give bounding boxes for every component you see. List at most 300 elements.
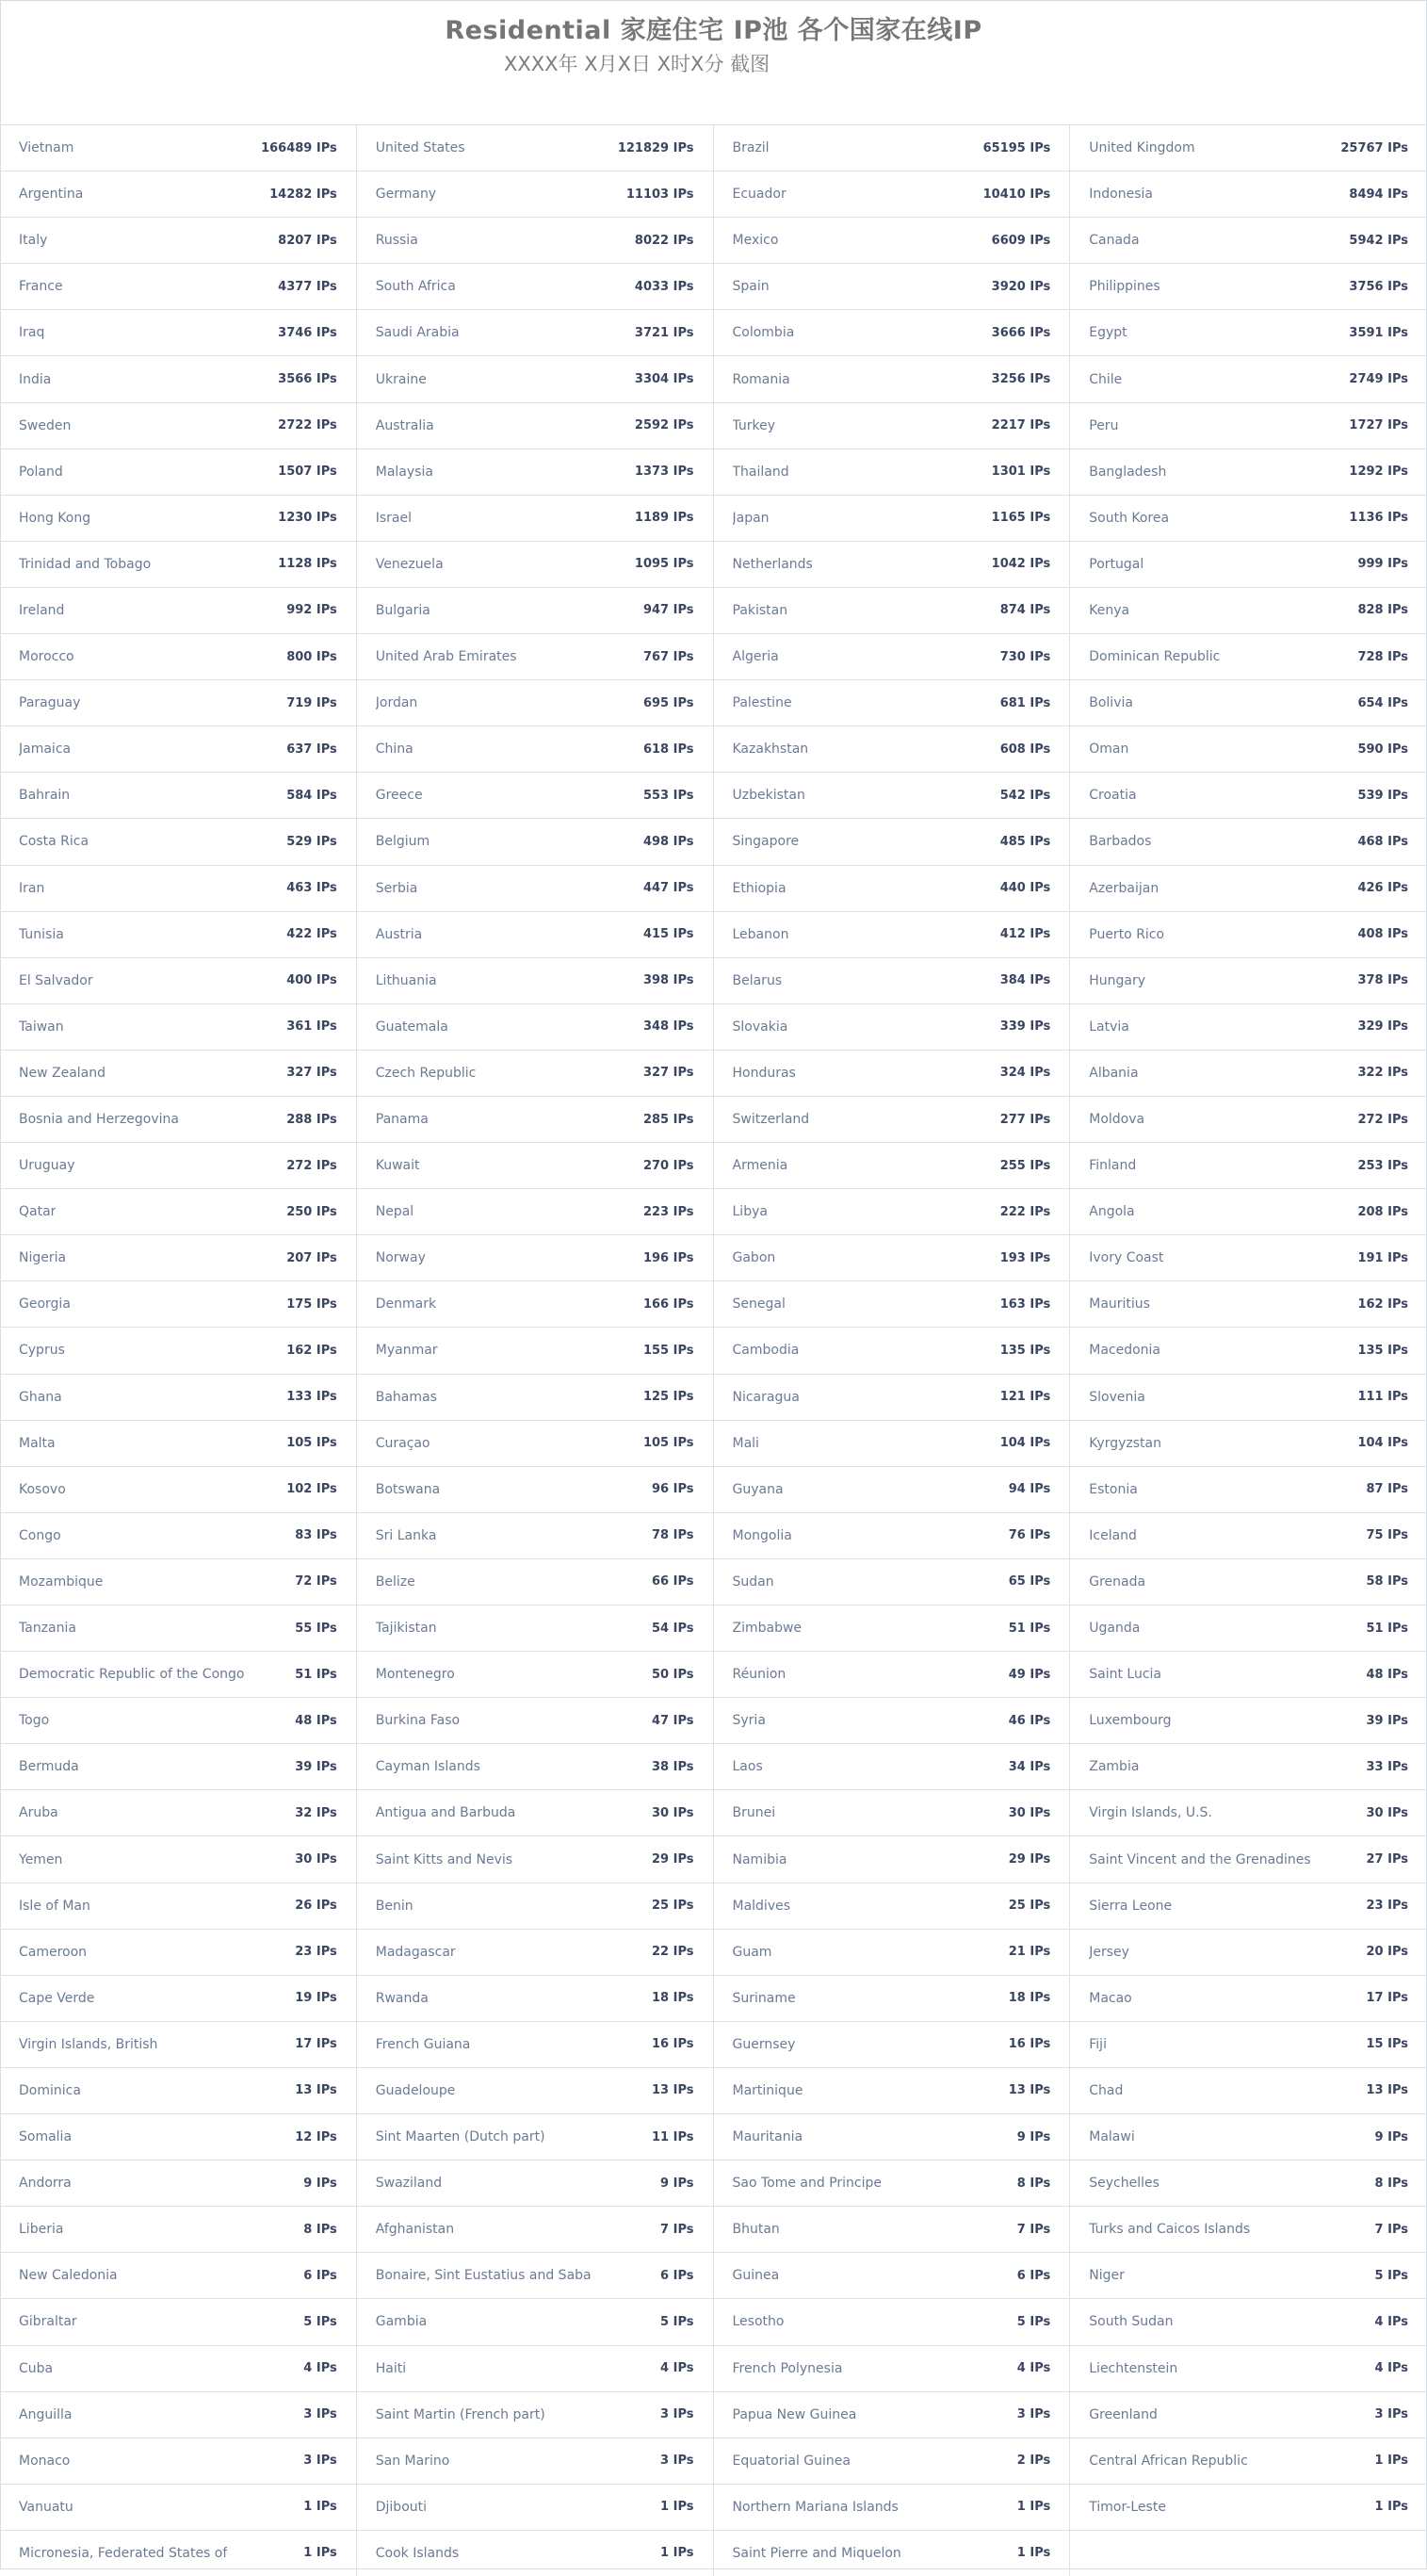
country-cell [357,448,714,495]
ip-count: 49 IPs [1008,1667,1051,1682]
country-cell [0,495,357,541]
ip-count: 3566 IPs [278,372,337,387]
country-name: Angola [1089,1204,1135,1220]
ip-count: 135 IPs [1357,1343,1408,1358]
ip-count: 412 IPs [999,927,1051,942]
country-cell [714,1327,1071,1373]
country-name: Aruba [19,1805,58,1821]
country-cell [0,1605,357,1651]
ip-count: 485 IPs [999,834,1051,849]
country-cell [0,2160,357,2206]
ip-count: 96 IPs [652,1482,694,1497]
country-name: Cayman Islands [375,1759,480,1775]
ip-count: 1 IPs [1374,2500,1408,2515]
country-cell [714,818,1071,864]
ip-count: 8 IPs [303,2222,337,2237]
country-name: Sri Lanka [375,1527,437,1543]
country-name: Trinidad and Tobago [19,556,152,572]
ip-count: 94 IPs [1008,1482,1051,1497]
country-cell [1070,1789,1427,1835]
country-name: Guyana [732,1481,784,1497]
country-cell [357,2345,714,2391]
ip-count: 27 IPs [1366,1852,1408,1867]
ip-count: 1042 IPs [991,557,1051,572]
country-cell [357,495,714,541]
country-cell [714,1789,1071,1835]
ip-count: 72 IPs [295,1574,337,1590]
country-cell [0,309,357,355]
country-name: Seychelles [1089,2176,1159,2192]
ip-count: 13 IPs [295,2083,337,2098]
country-name: Thailand [732,464,789,480]
country-name: Uganda [1089,1621,1141,1637]
ip-count: 1 IPs [660,2500,694,2515]
ip-count: 322 IPs [1357,1066,1408,1081]
ip-count: 2592 IPs [634,418,694,433]
country-cell [0,1096,357,1142]
country-name: Oman [1089,742,1129,758]
ip-count: 66 IPs [652,1574,694,1590]
ip-count: 222 IPs [999,1204,1051,1219]
country-cell [0,2067,357,2113]
country-name: Pakistan [732,602,788,618]
country-name: Austria [375,926,423,942]
country-name: Dominica [19,2082,81,2098]
country-name: Ghana [19,1389,62,1405]
ip-count: 529 IPs [286,834,337,849]
country-cell [0,957,357,1003]
country-name: Belarus [732,972,783,988]
country-name: Algeria [732,649,779,665]
ip-count: 408 IPs [1357,927,1408,942]
country-cell [0,171,357,217]
ip-count: 111 IPs [1357,1390,1408,1405]
ip-count: 5 IPs [303,2314,337,2329]
country-cell [714,679,1071,726]
country-name: Spain [732,279,770,295]
country-cell [1070,587,1427,633]
ip-count: 447 IPs [642,881,694,896]
country-name: Honduras [732,1065,796,1081]
country-name: Saint Vincent and the Grenadines [1089,1851,1311,1867]
country-cell [714,2484,1071,2530]
country-name: Panama [375,1112,429,1128]
country-name: Chad [1089,2082,1124,2098]
country-name: Afghanistan [375,2222,455,2238]
country-cell [714,2298,1071,2344]
ip-count: 3746 IPs [278,325,337,340]
country-cell [714,1558,1071,1605]
country-cell [357,402,714,448]
country-name: Tunisia [19,926,64,942]
ip-count: 5 IPs [1016,2314,1051,2329]
country-cell [0,402,357,448]
ip-count: 590 IPs [1357,742,1408,757]
country-name: Central African Republic [1089,2453,1248,2469]
country-name: Swaziland [375,2176,443,2192]
ip-count: 155 IPs [642,1343,694,1358]
country-cell [0,1374,357,1420]
country-name: Denmark [375,1296,437,1312]
country-cell [0,2206,357,2252]
country-cell [714,495,1071,541]
country-cell [714,2252,1071,2298]
ip-count: 6 IPs [303,2268,337,2283]
country-cell [1070,1466,1427,1512]
country-cell [1070,1050,1427,1096]
country-cell [1070,1003,1427,1050]
country-cell [357,171,714,217]
country-cell [1070,1929,1427,1975]
country-cell [1070,217,1427,263]
country-cell [714,957,1071,1003]
country-name: Equatorial Guinea [732,2453,851,2469]
ip-count: 728 IPs [1357,649,1408,664]
ip-count: 463 IPs [286,881,337,896]
country-cell [357,772,714,818]
country-cell [0,1050,357,1096]
country-cell [0,587,357,633]
country-name: Germany [375,187,437,203]
ip-count: 3304 IPs [634,372,694,387]
country-cell [714,633,1071,679]
ip-count: 13 IPs [1366,2083,1408,2098]
country-cell [357,679,714,726]
country-name: Guernsey [732,2036,796,2052]
ip-count: 415 IPs [642,927,694,942]
ip-count: 4 IPs [660,2361,694,2376]
country-name: Latvia [1089,1019,1129,1035]
country-name: Uruguay [19,1158,75,1174]
country-name: Kazakhstan [732,742,809,758]
ip-count: 4 IPs [303,2361,337,2376]
ip-count: 339 IPs [999,1019,1051,1035]
country-name: China [375,742,414,758]
country-name: Malta [19,1435,56,1451]
ip-count: 39 IPs [1366,1713,1408,1728]
ip-count: 46 IPs [1008,1713,1051,1728]
ip-count: 34 IPs [1008,1759,1051,1774]
country-cell [0,818,357,864]
country-cell [0,2391,357,2437]
country-cell [357,2206,714,2252]
ip-count: 1128 IPs [278,557,337,572]
ip-count: 361 IPs [286,1019,337,1035]
ip-count: 1 IPs [660,2546,694,2561]
ip-count: 8207 IPs [278,233,337,248]
ip-count: 75 IPs [1366,1528,1408,1543]
country-name: French Guiana [375,2036,471,2052]
ip-count: 26 IPs [295,1899,337,1914]
country-cell [714,1651,1071,1697]
ip-count: 3 IPs [1374,2407,1408,2422]
country-name: Norway [375,1250,426,1266]
country-cell [1070,2113,1427,2160]
country-name: Niger [1089,2268,1125,2284]
ip-count: 175 IPs [286,1296,337,1312]
ip-count: 2217 IPs [991,418,1051,433]
country-name: Isle of Man [19,1898,90,1914]
country-cell [714,1929,1071,1975]
country-name: Georgia [19,1296,71,1312]
ip-count: 6 IPs [660,2268,694,2283]
ip-count: 22 IPs [652,1945,694,1960]
country-cell [0,679,357,726]
country-name: San Marino [375,2453,450,2469]
country-name: South Africa [375,279,456,295]
ip-count: 163 IPs [999,1296,1051,1312]
country-name: Libya [732,1204,768,1220]
country-name: Lesotho [732,2314,785,2330]
ip-count: 9 IPs [1374,2129,1408,2144]
ip-count: 55 IPs [295,1621,337,1636]
country-name: Indonesia [1089,187,1153,203]
page-subtitle: XXXX年 X月X日 X时X分 截图 [504,53,770,75]
country-name: Poland [19,464,63,480]
ip-count: 51 IPs [1366,1621,1408,1636]
country-cell [714,2067,1071,2113]
country-cell [714,1883,1071,1929]
country-cell [1070,1096,1427,1142]
ip-count: 25767 IPs [1340,140,1408,155]
country-cell [357,1789,714,1835]
ip-count: 384 IPs [999,973,1051,988]
country-cell [357,1466,714,1512]
country-cell [714,309,1071,355]
country-name: India [19,371,52,387]
country-name: Syria [732,1713,766,1729]
country-cell [0,1234,357,1280]
ip-count: 54 IPs [652,1621,694,1636]
ip-count: 87 IPs [1366,1482,1408,1497]
country-cell [1070,2437,1427,2484]
country-name: Togo [19,1713,50,1729]
ip-count: 440 IPs [999,881,1051,896]
country-name: Jersey [1089,1944,1129,1960]
country-cell [357,1003,714,1050]
ip-count: 730 IPs [999,649,1051,664]
country-cell [714,1420,1071,1466]
country-cell [1070,772,1427,818]
country-name: Slovenia [1089,1389,1145,1405]
country-cell [714,1142,1071,1188]
ip-count: 29 IPs [1008,1852,1051,1867]
country-cell [0,633,357,679]
country-cell [357,633,714,679]
country-name: Brazil [732,140,770,156]
ip-count: 1230 IPs [278,511,337,526]
country-name: Zambia [1089,1759,1140,1775]
ip-count: 5 IPs [1374,2268,1408,2283]
ip-count: 39 IPs [295,1759,337,1774]
country-cell [0,1512,357,1558]
country-cell [714,1374,1071,1420]
country-cell [1070,2206,1427,2252]
ip-count: 47 IPs [652,1713,694,1728]
country-cell [1070,2160,1427,2206]
country-cell [357,541,714,587]
ip-count: 38 IPs [652,1759,694,1774]
country-name: Saint Lucia [1089,1667,1162,1683]
ip-count: 29 IPs [652,1852,694,1867]
ip-count: 828 IPs [1357,603,1408,618]
country-name: Bahamas [375,1389,437,1405]
country-name: Uzbekistan [732,788,805,804]
country-cell [1070,1883,1427,1929]
country-name: New Zealand [19,1065,105,1081]
country-cell [357,2021,714,2067]
country-name: Brunei [732,1805,776,1821]
country-name: Congo [19,1527,61,1543]
country-cell [357,1050,714,1096]
country-cell [1070,726,1427,772]
country-name: Ethiopia [732,880,786,896]
ip-count: 695 IPs [642,695,694,710]
ip-count: 25 IPs [652,1899,694,1914]
country-name: Turks and Caicos Islands [1089,2222,1251,2238]
country-cell [1070,2298,1427,2344]
country-name: Tanzania [19,1621,76,1637]
country-cell [357,865,714,911]
country-name: Sint Maarten (Dutch part) [375,2129,545,2145]
country-name: Virgin Islands, U.S. [1089,1805,1212,1821]
ip-count: 13 IPs [1008,2083,1051,2098]
country-cell [357,2298,714,2344]
country-cell [1070,309,1427,355]
country-name: Nigeria [19,1250,67,1266]
country-name: Japan [732,510,770,526]
country-cell [357,2160,714,2206]
country-name: Micronesia, Federated States of [19,2545,228,2561]
country-name: Vanuatu [19,2499,73,2515]
country-name: Virgin Islands, British [19,2036,158,2052]
country-name: Puerto Rico [1089,926,1165,942]
ip-count: 253 IPs [1357,1158,1408,1173]
country-cell [357,1142,714,1188]
ip-count: 637 IPs [286,742,337,757]
country-name: Singapore [732,834,800,850]
country-name: Ecuador [732,187,786,203]
country-name: Martinique [732,2082,803,2098]
country-name: Benin [375,1898,414,1914]
country-cell [1070,124,1427,171]
country-name: Andorra [19,2176,72,2192]
country-name: Nepal [375,1204,414,1220]
country-cell [357,217,714,263]
ip-count: 19 IPs [295,1991,337,2006]
ip-count: 681 IPs [999,695,1051,710]
ip-count: 14282 IPs [269,187,337,202]
country-cell [714,1096,1071,1142]
ip-count: 1373 IPs [634,465,694,480]
country-name: Russia [375,233,418,249]
country-cell [0,1789,357,1835]
country-name: Madagascar [375,1944,456,1960]
ip-count: 12 IPs [295,2129,337,2144]
country-cell [0,2484,357,2530]
country-cell [1070,1420,1427,1466]
country-cell [0,1558,357,1605]
country-name: Papua New Guinea [732,2406,857,2422]
country-name: Mexico [732,233,779,249]
ip-count: 15 IPs [1366,2037,1408,2052]
ip-count: 2 IPs [1016,2454,1051,2469]
country-name: Sweden [19,417,72,433]
country-cell [1070,402,1427,448]
country-cell [357,2391,714,2437]
country-name: Maldives [732,1898,791,1914]
country-cell [1070,171,1427,217]
country-name: South Sudan [1089,2314,1174,2330]
country-name: Jordan [375,695,418,711]
country-cell [714,1050,1071,1096]
ip-count: 13 IPs [652,2083,694,2098]
country-cell [0,1327,357,1373]
country-name: Palestine [732,695,792,711]
country-cell [1070,865,1427,911]
country-name: Rwanda [375,1990,429,2006]
country-cell [1070,448,1427,495]
country-name: Saudi Arabia [375,325,460,341]
country-name: Bulgaria [375,602,430,618]
country-cell [1070,633,1427,679]
ip-count: 285 IPs [642,1112,694,1127]
ip-count: 30 IPs [652,1805,694,1820]
ip-count: 76 IPs [1008,1528,1051,1543]
ip-count: 25 IPs [1008,1899,1051,1914]
ip-count: 7 IPs [660,2222,694,2237]
ip-count: 3721 IPs [634,325,694,340]
country-name: Saint Martin (French part) [375,2406,545,2422]
country-cell [714,1605,1071,1651]
country-name: Bosnia and Herzegovina [19,1112,179,1128]
country-name: Armenia [732,1158,788,1174]
ip-count: 105 IPs [642,1436,694,1451]
ip-count: 1301 IPs [991,465,1051,480]
ip-count: 18 IPs [1008,1991,1051,2006]
ip-count: 3 IPs [660,2407,694,2422]
country-cell [0,1697,357,1743]
country-cell [714,1975,1071,2021]
country-cell [714,2345,1071,2391]
country-name: Zimbabwe [732,1621,803,1637]
ip-count: 992 IPs [286,603,337,618]
country-cell [1070,957,1427,1003]
country-name: Cook Islands [375,2545,460,2561]
country-name: Kyrgyzstan [1089,1435,1161,1451]
country-cell [714,2206,1071,2252]
ip-count: 348 IPs [642,1019,694,1035]
ip-count: 16 IPs [652,2037,694,2052]
country-name: Finland [1089,1158,1137,1174]
ip-count: 767 IPs [642,649,694,664]
country-name: Namibia [732,1851,787,1867]
country-name: Slovakia [732,1019,788,1035]
ip-count: 4 IPs [1374,2361,1408,2376]
ip-count: 10410 IPs [982,187,1051,202]
country-name: Jamaica [19,742,72,758]
country-name: Bermuda [19,1759,79,1775]
country-name: Bahrain [19,788,71,804]
country-name: Greenland [1089,2406,1158,2422]
country-cell [0,1420,357,1466]
ip-count: 23 IPs [295,1945,337,1960]
country-cell [714,1835,1071,1882]
country-name: Serbia [375,880,418,896]
country-cell [0,1003,357,1050]
ip-count: 3 IPs [1016,2407,1051,2422]
country-cell [714,448,1071,495]
